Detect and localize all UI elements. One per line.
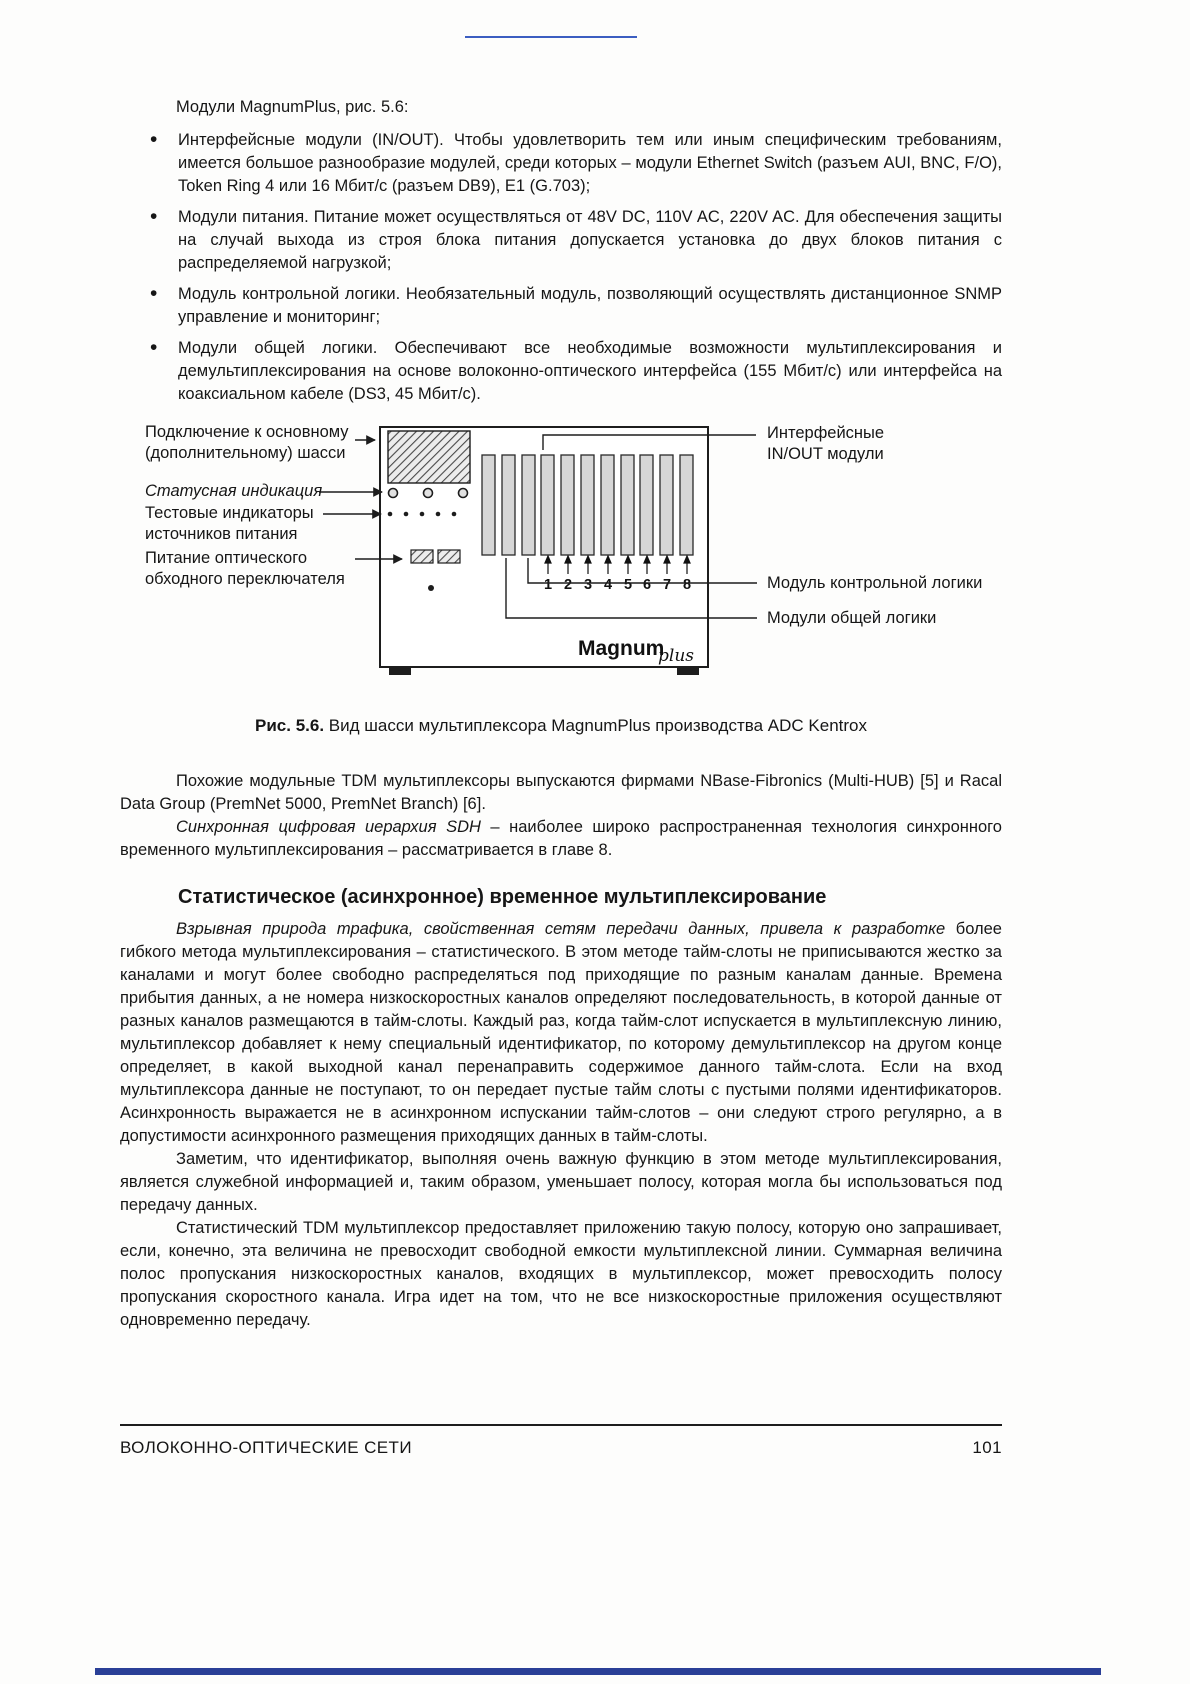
bottom-bar xyxy=(95,1668,1101,1675)
bullet-item xyxy=(120,129,1002,198)
figure-caption xyxy=(120,716,1002,736)
label-status-indication: Статусная индикация xyxy=(145,482,323,500)
label-chassis-connect: Подключение к основному (дополнительному) шасси xyxy=(145,423,349,462)
bullet-text: Модули питания. Питание может осуществляться от 48V DC, 110V AC, 220V AC. Для обеспечения защиты на случай выхода из строя блока питания допускается установка до двух блоков питания с распределяемой нагрузкой; xyxy=(178,208,1002,272)
sdh-rest: – наиболее широко распространенная технология синхронного временного мультиплексирования – рассматривается в главе 8. xyxy=(120,818,1002,859)
svg-text:8: 8 xyxy=(682,577,692,593)
module-list xyxy=(120,129,1002,406)
svg-text:1: 1 xyxy=(543,577,553,593)
label-common-logic-modules: Модули общей логики xyxy=(767,609,937,627)
paragraph-statistical-3: Статистический TDM мультиплексор предоставляет приложению такую полосу, которую оно запрашивает, если, конечно, эта величина не превосходит свободной емкости мультиплексной линии. Суммарная величина полос пропускания низкоскоростных каналов, входящих в мультиплексор, может превосходить полосу пропускания скоростного канала. Игра идет на том, что не все низкоскоростные приложения осуществляют одновременно передачу. xyxy=(120,1219,1002,1329)
bullet-item xyxy=(120,337,1002,406)
page-content xyxy=(120,96,1002,1332)
page-number: 101 xyxy=(972,1438,1002,1457)
svg-text:7: 7 xyxy=(662,577,672,593)
footer xyxy=(120,1438,1002,1458)
svg-text:3: 3 xyxy=(583,577,593,593)
figure-5-6 xyxy=(145,422,990,694)
svg-text:Magnum: Magnum xyxy=(578,637,665,660)
footer-rule xyxy=(120,1424,1002,1426)
top-rule xyxy=(465,36,637,38)
paragraph-tdm-vendors: Похожие модульные TDM мультиплексоры выпускаются фирмами NBase-Fibronics (Multi-HUB) [5] и Racal Data Group (PremNet 5000, PremNet Branch) [6]. xyxy=(120,772,1002,813)
svg-text:2: 2 xyxy=(563,577,573,593)
label-inout-modules: Интерфейсные IN/OUT модули xyxy=(767,424,885,463)
paragraph-statistical-1 xyxy=(120,918,1002,1148)
sdh-lead: Синхронная цифровая иерархия SDH xyxy=(176,818,481,836)
svg-text:6: 6 xyxy=(642,577,652,593)
module-slots xyxy=(482,455,693,555)
bullet-item xyxy=(120,283,1002,329)
section-heading: Статистическое (асинхронное) временное мультиплексирование xyxy=(178,886,827,908)
svg-text:5: 5 xyxy=(623,577,633,593)
svg-text:4: 4 xyxy=(603,577,613,593)
caption-number: Рис. 5.6. xyxy=(255,716,325,735)
bullet-text: Интерфейсные модули (IN/OUT). Чтобы удовлетворить тем или иным специфическим требованиям, имеется большое разнообразие модулей, среди которых – модули Ethernet Switch (разъем AUI, BNC, F/O), Token Ring 4 или 16 Мбит/с (разъем DB9), E1 (G.703); xyxy=(178,131,1002,195)
expansion-connector xyxy=(388,431,470,483)
stat-lead: Взрывная природа трафика, свойственная сетям передачи данных, привела к разработке xyxy=(176,920,946,938)
paragraph-statistical-2: Заметим, что идентификатор, выполняя очень важную функцию в этом методе мультиплексирования, является служебной информацией и, таким образом, уменьшает полосу, которая могла бы использоваться под передачу данных. xyxy=(120,1150,1002,1214)
bullet-text: Модули общей логики. Обеспечивают все необходимые возможности мультиплексирования и демультиплексирования на основе волоконно-оптического интерфейса (155 Мбит/с) или интерфейса на коаксиальном кабеле (DS3, 45 Мбит/с). xyxy=(178,339,1002,403)
paragraph-sdh xyxy=(120,816,1002,862)
label-optical-bypass-power: Питание оптического обходного переключателя xyxy=(145,549,345,588)
stat-rest: более гибкого метода мультиплексирования – статистического. В этом методе тайм-слоты не приписываются жестко за каналами и могут более свободно распределяться под приходящие по разным каналам данные. Времена прибытия данных, а не номера низкоскоростных каналов определяют последовательность, в которой данные от разных каналов размещаются в тайм-слоты. Каждый раз, когда тайм-слот испускается в мультиплексную линию, мультиплексор добавляет к нему специальный идентификатор, по которому демультиплексор на другом конце определяет, в какой выходной канал перенаправить содержимое данного тайм-слота. Если на вход мультиплексора данные не поступают, то он передает пустые тайм слоты с пустыми полями идентификаторов. Асинхронность выражается не в асинхронном испускании тайм-слотов – они следуют строго регулярно, а в допустимости асинхронного размещения приходящих данных в тайм-слоты. xyxy=(120,920,1002,1145)
bullet-item xyxy=(120,206,1002,275)
label-test-indicators: Тестовые индикаторы источников питания xyxy=(145,504,314,543)
bullet-text: Модуль контрольной логики. Необязательный модуль, позволяющий осуществлять дистанционное SNMP управление и мониторинг; xyxy=(178,285,1002,326)
caption-text: Вид шасси мультиплексора MagnumPlus производства ADC Kentrox xyxy=(324,716,867,735)
footer-book-title: ВОЛОКОННО-ОПТИЧЕСКИЕ СЕТИ xyxy=(120,1438,412,1457)
intro-line: Модули MagnumPlus, рис. 5.6: xyxy=(176,98,409,116)
svg-text:plus: plus xyxy=(658,646,694,666)
label-control-logic-module: Модуль контрольной логики xyxy=(767,574,983,592)
